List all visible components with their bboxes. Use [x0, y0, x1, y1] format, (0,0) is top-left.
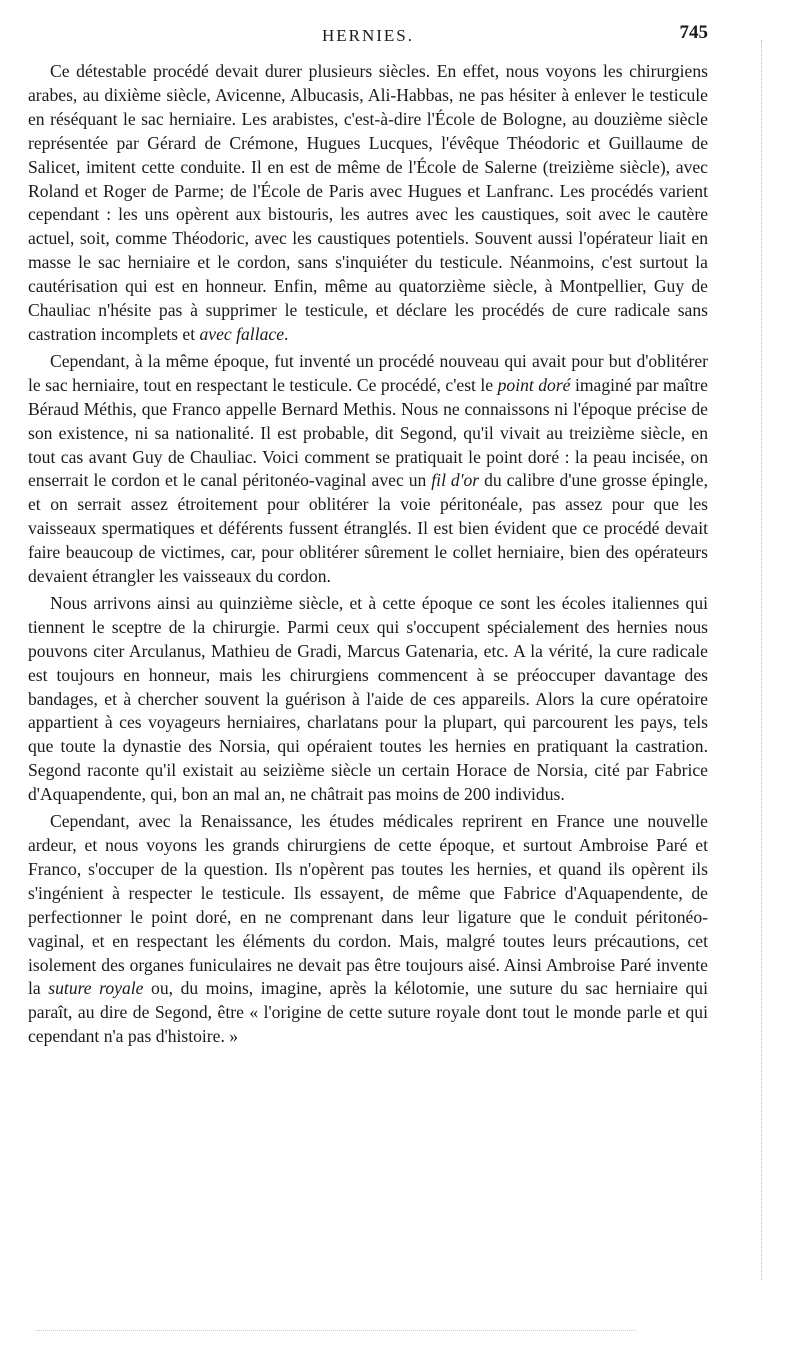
italic-run: fil d'or — [431, 470, 480, 491]
footer-dotted-rule — [36, 1330, 636, 1331]
page-number: 745 — [679, 22, 708, 43]
text-run: ou, du moins, imagine, après la kélotomie, une suture du sac herniaire qui paraît, au dire de Segond, être « l'origine de cette suture royale dont tout le monde parle et qui cependant n'a pas d'histoire. » — [28, 978, 708, 1047]
italic-run: point doré — [497, 374, 571, 395]
text-run: . — [284, 323, 289, 344]
page-header — [28, 22, 708, 52]
body-text — [28, 60, 708, 1049]
text-run: Cependant, à la même époque, fut inventé un procédé nouveau qui avait pour but d'oblitérer le sac herniaire, tout en respectant le testicule. Ce procédé, c'est le — [28, 350, 708, 395]
text-run: du calibre d'une grosse épingle, et on serrait assez étroitement pour oblitérer la voie péritonéale, pas assez pour que les vaisseaux spermatiques et déférents fussent étranglés. Il est bien évident que ce procédé devait faire beaucoup de victimes, car, pour oblitérer sûrement le collet herniaire, bien des opérateurs devaient étrangler les vaisseaux du cordon. — [28, 470, 708, 587]
text-run: Cependant, avec la Renaissance, les études médicales reprirent en France une nouvelle ardeur, et nous voyons les grands chirurgiens de cette époque, et surtout Ambroise Paré et Franco, s'occuper de la question. Ils n'opèrent pas toutes les hernies, et quand ils opèrent ils s'ingénient à respecter le testicule. Ils essayent, de même que Fabrice d'Aquapendente, de perfectionner le point doré, en ne comprenant dans leur ligature que le conduit péritonéo-vaginal, et en respectant les éléments du cordon. Mais, malgré toutes leurs précautions, cet isolement des organes funiculaires ne devait pas être toujours aisé. Ainsi Ambroise Paré invente la — [28, 811, 708, 999]
paragraph — [28, 810, 708, 1049]
margin-dotted-rule — [757, 40, 762, 1280]
paragraph — [28, 60, 708, 347]
text-run: Nous arrivons ainsi au quinzième siècle, et à cette époque ce sont les écoles italiennes qui tiennent le sceptre de la chirurgie. Parmi ceux qui s'occupent spécialement des hernies nous pouvons citer Arculanus, Mathieu de Gradi, Marcus Gatenaria, etc. A la vérité, la cure radicale est toujours en honneur, mais les chirurgiens commencent à se préoccuper davantage des bandages, et à chercher souvent la guérison à l'aide de ces appareils. Alors la cure opératoire appartient à ces voyageurs herniaires, charlatans pour la plupart, qui parcourent les pays, tels que toute la dynastie des Norsia, qui opéraient toutes les hernies en pratiquant la castration. Segond raconte qu'il existait au seizième siècle un certain Horace de Norsia, cité par Fabrice d'Aquapendente, qui, bon an mal an, ne châtrait pas moins de 200 individus. — [28, 592, 708, 805]
text-run: Ce détestable procédé devait durer plusieurs siècles. En effet, nous voyons les chirurgiens arabes, au dixième siècle, Avicenne, Albucasis, Ali-Habbas, ne pas hésiter à enlever le testicule en réséquant le sac herniaire. Les arabistes, c'est-à-dire l'École de Bologne, au douzième siècle représentée par Gérard de Crémone, Hugues Lucques, l'évêque Théodoric et Guillaume de Salicet, imitent cette conduite. Il en est de même de l'École de Salerne (treizième siècle), avec Roland et Roger de Parme; de l'École de Paris avec Hugues et Lanfranc. Les procédés varient cependant : les uns opèrent aux bistouris, les autres avec les caustiques, soit avec le cautère actuel, soit, comme Théodoric, avec les caustiques potentiels. Souvent aussi l'opérateur liait en masse le sac herniaire et le cordon, sans s'inquiéter du testicule. Néanmoins, c'est surtout la cautérisation qui est en honneur. Enfin, même au quatorzième siècle, à Montpellier, Guy de Chauliac n'hésite pas à supprimer le testicule, et déclare les procédés de cure radicale sans castration incomplets et — [28, 61, 708, 344]
text-run: imaginé par maître Béraud Méthis, que Franco appelle Bernard Methis. Nous ne connaissons ni l'époque précise de son existence, ni sa nationalité. Il est probable, dit Segond, qu'il vivait au treizième siècle, en tout cas avant Guy de Chauliac. Voici comment se pratiquait le point doré : la peau incisée, on enserrait le cordon et le canal péritonéo-vaginal avec un — [28, 374, 708, 491]
paragraph — [28, 350, 708, 589]
paragraph — [28, 592, 708, 807]
italic-run: avec fallace — [199, 323, 284, 344]
italic-run: suture royale — [48, 978, 144, 999]
page — [28, 22, 708, 1049]
running-head: HERNIES. — [321, 26, 415, 45]
